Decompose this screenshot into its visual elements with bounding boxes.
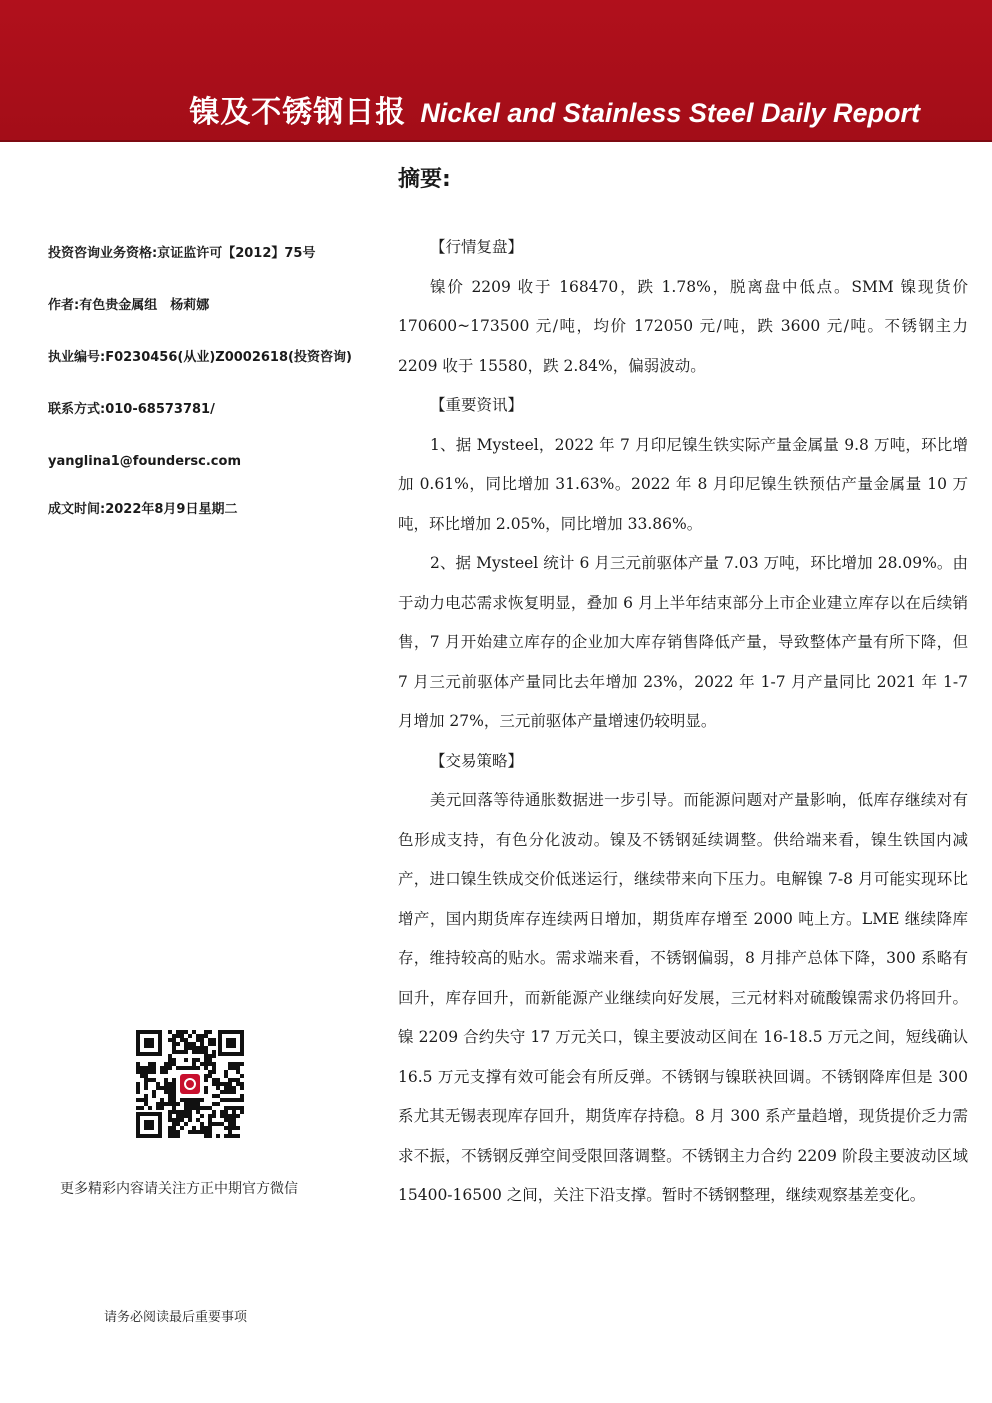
section-heading-trading-strategy: 【交易策略】 — [430, 751, 524, 770]
market-review-paragraph: 镍价 2209 收于 168470，跌 1.78%，脱离盘中低点。SMM 镍现货价 170600~173500 元/吨，均价 172050 元/吨，跌 3600 元/吨。不锈钢主力 2209 收于 15580，跌 2.84%，偏弱波动。 — [398, 277, 968, 375]
email-line: yanglina1@foundersc.com — [48, 454, 241, 469]
report-body — [398, 228, 968, 1216]
key-news-paragraph-2: 2、据 Mysteel 统计 6 月三元前驱体产量 7.03 万吨，环比增加 28.09%。由于动力电芯需求恢复明显，叠加 6 月上半年结束部分上市企业建立库存以在后续销售，7 月开始建立库存的企业加大库存销售降低产量，导致整体产量有所下降，但 7 月三元前驱体产量同比去年增加 23%，2022 年 1-7 月产量同比 2021 年 1-7 月增加 27%，三元前驱体产量增速仍较明显。 — [398, 554, 968, 730]
report-title-cn: 镍及不锈钢日报 — [189, 95, 407, 130]
wechat-qr-code-icon — [134, 1028, 246, 1140]
contact-line: 联系方式:010-68573781/ — [48, 402, 215, 417]
report-title — [189, 92, 920, 138]
report-title-en: Nickel and Stainless Steel Daily Report — [420, 98, 920, 128]
qr-caption: 更多精彩内容请关注方正中期官方微信 — [60, 1181, 298, 1197]
date-line: 成文时间:2022年8月9日星期二 — [48, 502, 238, 517]
author-line: 作者:有色贵金属组 杨莉娜 — [48, 298, 210, 313]
trading-strategy-paragraph: 美元回落等待通胀数据进一步引导。而能源问题对产量影响，低库存继续对有色形成支持，有色分化波动。镍及不锈钢延续调整。供给端来看，镍生铁国内减产，进口镍生铁成交价低迷运行，继续带来向下压力。电解镍 7-8 月可能实现环比增产，国内期货库存连续两日增加，期货库存增至 2000 吨上方。LME 继续降库存，维持较高的贴水。需求端来看，不锈钢偏弱，8 月排产总体下降，300 系略有回升，库存回升，而新能源产业继续向好发展，三元材料对硫酸镍需求仍将回升。镍 2209 合约失守 17 万元关口，镍主要波动区间在 16-18.5 万元之间，短线确认 16.5 万元支撑有效可能会有所反弹。不锈钢与镍联袂回调。不锈钢降库但是 300 系尤其无锡表现库存回升，期货库存持稳。8 月 300 系产量趋增，现货提价乏力需求不振，不锈钢反弹空间受限回落调整。不锈钢主力合约 2209 阶段主要波动区域 15400-16500 之间，关注下沿支撑。暂时不锈钢整理，继续观察基差变化。 — [398, 791, 968, 1204]
qualification-line: 投资咨询业务资格:京证监许可【2012】75号 — [48, 246, 316, 261]
license-line: 执业编号:F0230456(从业)Z0002618(投资咨询) — [48, 350, 352, 365]
section-heading-market-review: 【行情复盘】 — [430, 238, 524, 256]
footer-note: 请务必阅读最后重要事项 — [104, 1310, 248, 1325]
summary-heading: 摘要: — [398, 167, 451, 192]
section-heading-key-news: 【重要资讯】 — [430, 396, 524, 414]
header-band — [0, 0, 992, 142]
key-news-paragraph-1: 1、据 Mysteel，2022 年 7 月印尼镍生铁实际产量金属量 9.8 万吨，环比增加 0.61%，同比增加 31.63%。2022 年 8 月印尼镍生铁预估产量金属量 10 万吨，环比增加 2.05%，同比增加 33.86%。 — [398, 435, 968, 533]
author-sidebar — [48, 240, 388, 548]
